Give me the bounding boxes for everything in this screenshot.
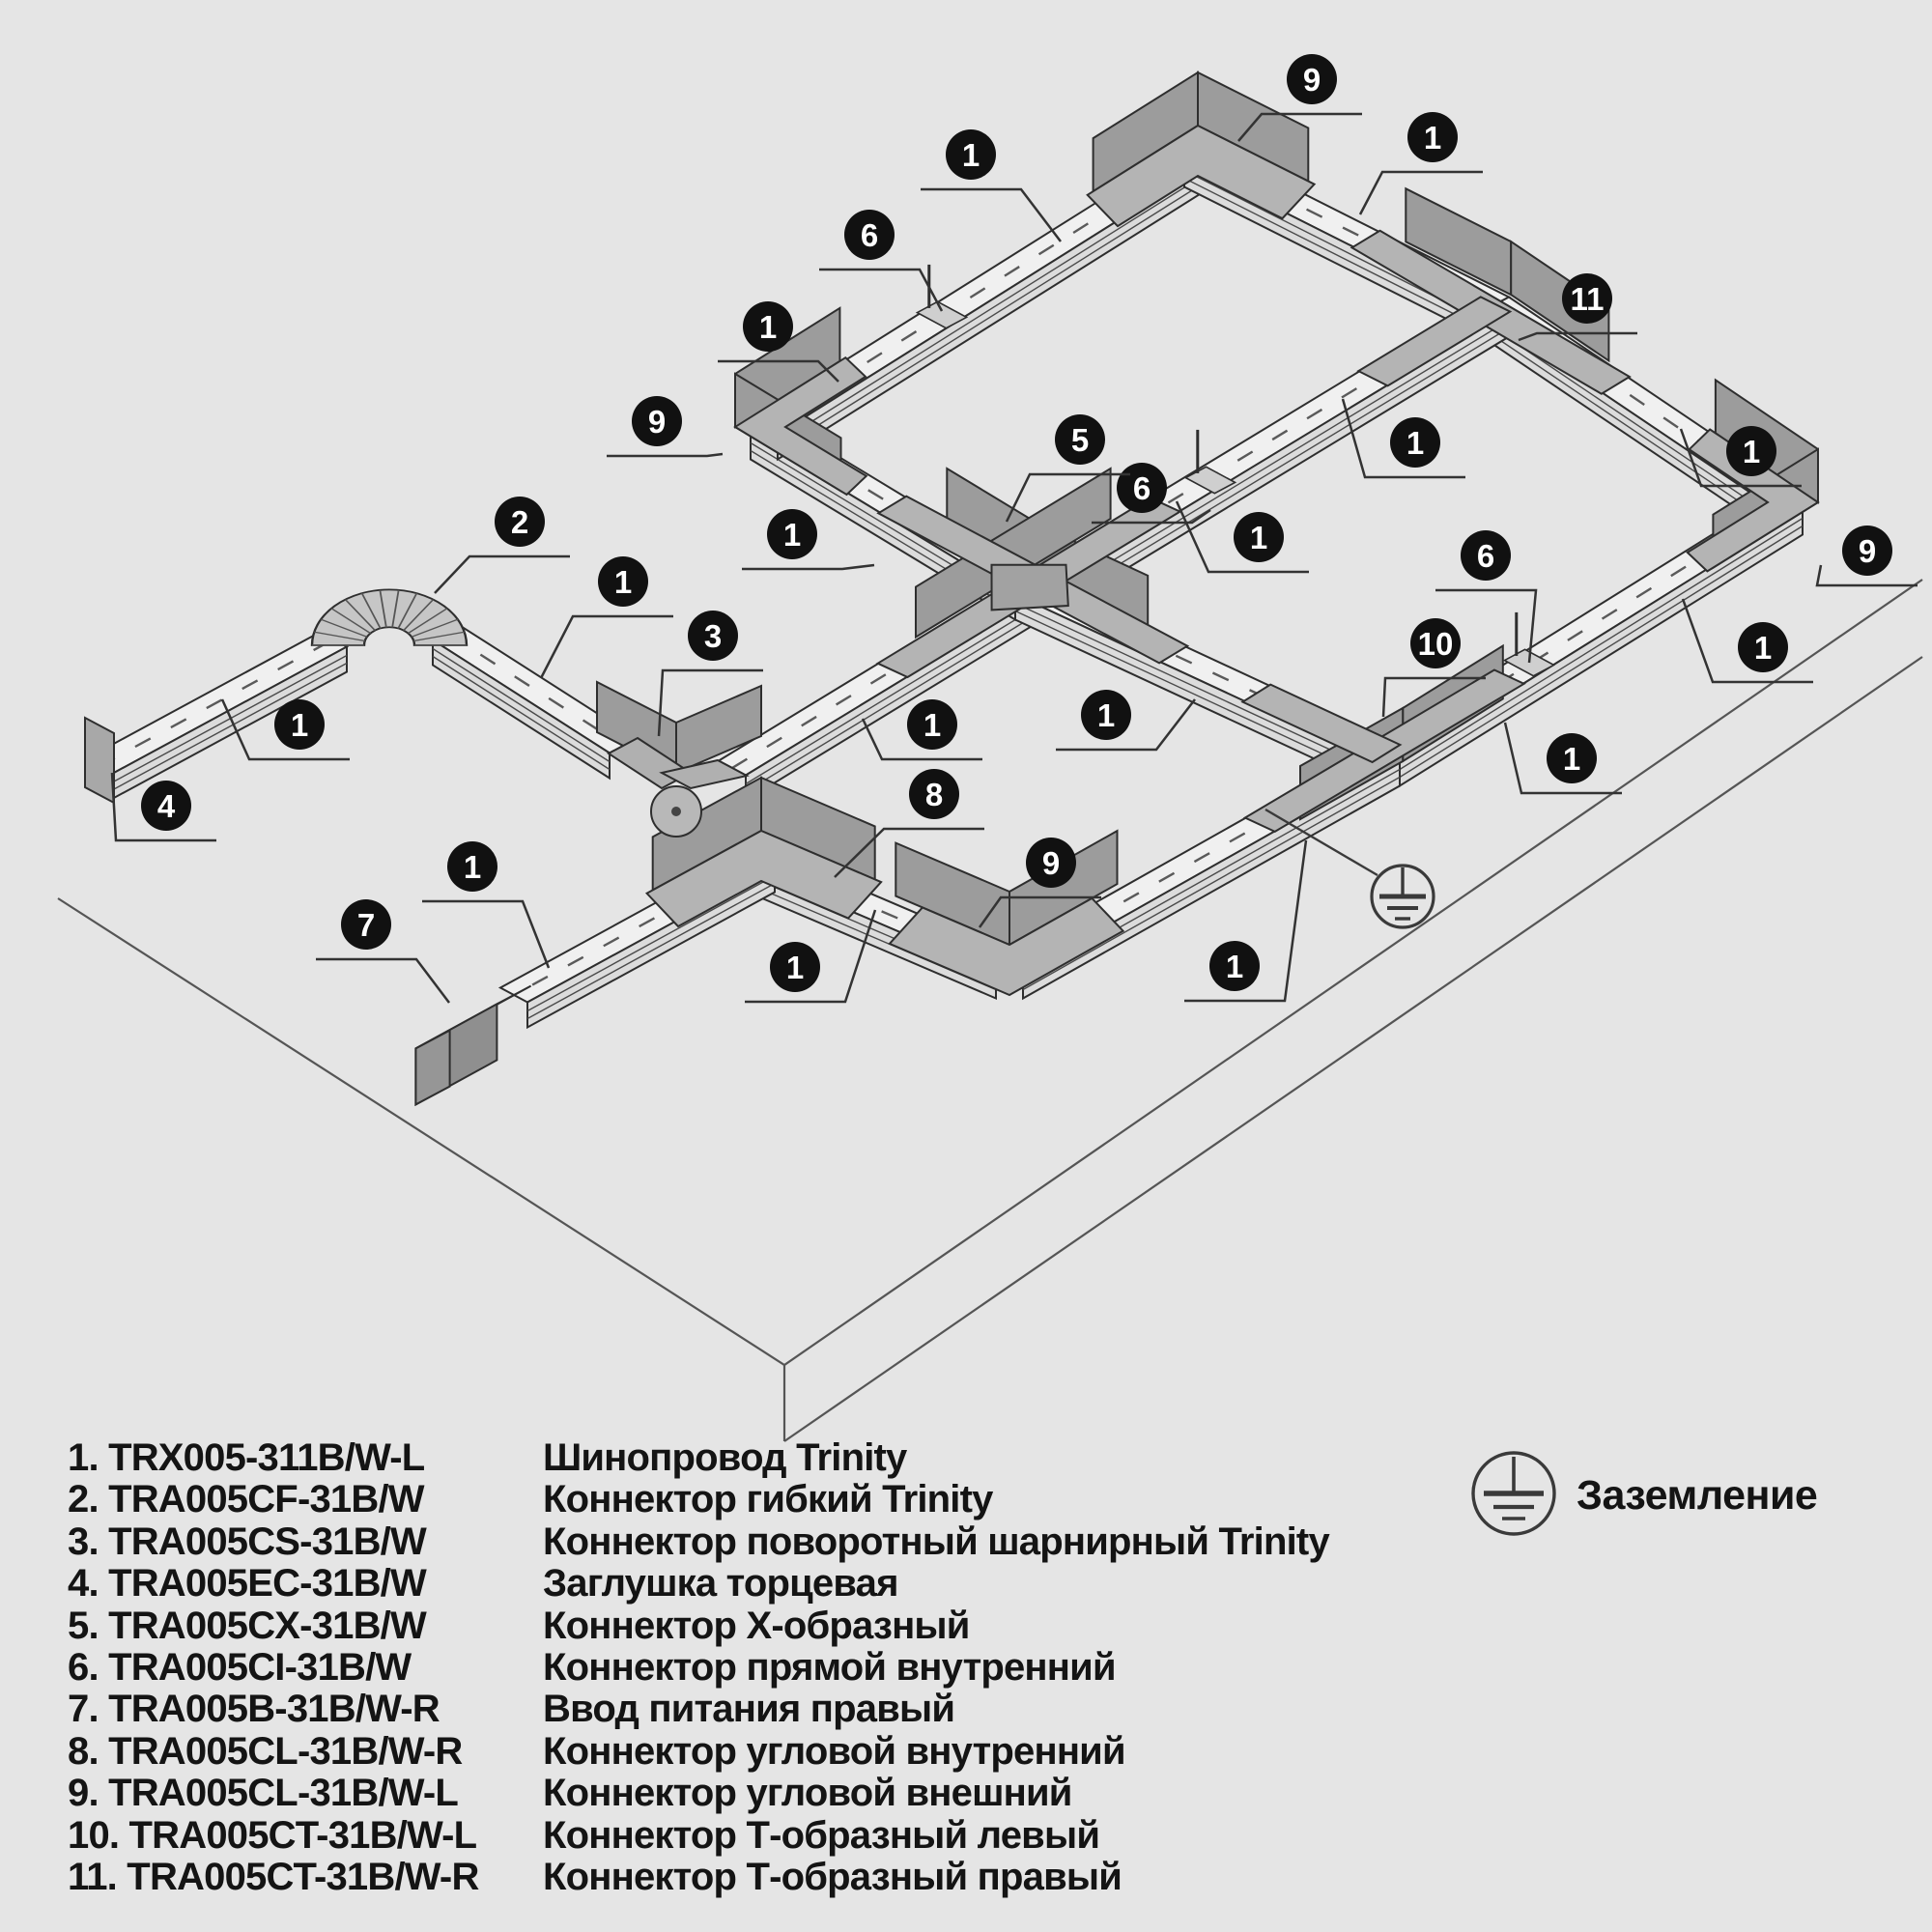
callout-1 bbox=[1056, 690, 1195, 750]
callout-number: 1 bbox=[1096, 696, 1116, 733]
callout-number: 1 bbox=[1562, 740, 1581, 777]
end-cap-art bbox=[85, 718, 114, 803]
callout-number: 9 bbox=[1041, 844, 1061, 881]
legend-code: 8. TRA005CL-31B/W-R bbox=[68, 1729, 463, 1773]
callout-9 bbox=[607, 396, 723, 456]
legend-code: 10. TRA005CT-31B/W-L bbox=[68, 1813, 477, 1857]
legend-desc: Заглушка торцевая bbox=[543, 1562, 898, 1605]
legend-code: 1. TRX005-311B/W-L bbox=[68, 1436, 425, 1479]
corner-connector-art bbox=[1088, 72, 1315, 226]
legend bbox=[68, 1437, 1329, 1898]
callout-number: 9 bbox=[1302, 61, 1321, 98]
legend-desc: Коннектор гибкий Trinity bbox=[543, 1478, 993, 1521]
power-feed-art bbox=[415, 986, 530, 1105]
callout-number: 8 bbox=[924, 776, 944, 812]
callout-number: 1 bbox=[1249, 519, 1268, 555]
legend-code: 11. TRA005CT-31B/W-R bbox=[68, 1856, 479, 1899]
callout-1 bbox=[1505, 723, 1622, 793]
legend-desc: Коннектор прямой внутренний bbox=[543, 1646, 1116, 1690]
legend-row bbox=[68, 1437, 1329, 1479]
corner-connector-art bbox=[890, 831, 1123, 995]
callout-number: 6 bbox=[1476, 537, 1495, 574]
callout-number: 1 bbox=[1753, 629, 1773, 666]
legend-row bbox=[68, 1773, 1329, 1814]
callout-number: 4 bbox=[156, 787, 176, 824]
callout-number: 1 bbox=[782, 516, 802, 553]
legend-list bbox=[68, 1437, 1329, 1898]
callout-number: 1 bbox=[923, 706, 942, 743]
callout-number: 10 bbox=[1417, 625, 1454, 662]
legend-desc: Шинопровод Trinity bbox=[543, 1436, 907, 1479]
callout-number: 3 bbox=[703, 617, 723, 654]
legend-code: 7. TRA005B-31B/W-R bbox=[68, 1688, 440, 1731]
legend-row bbox=[68, 1563, 1329, 1605]
legend-code: 2. TRA005CF-31B/W bbox=[68, 1478, 424, 1521]
callout-number: 1 bbox=[290, 706, 309, 743]
legend-code: 3. TRA005CS-31B/W bbox=[68, 1520, 426, 1563]
callout-number: 1 bbox=[1225, 948, 1244, 984]
callout-number: 1 bbox=[1423, 119, 1442, 156]
callout-number: 6 bbox=[1132, 469, 1151, 506]
callout-1 bbox=[921, 129, 1061, 242]
legend-row bbox=[68, 1605, 1329, 1647]
callout-number: 9 bbox=[1858, 532, 1877, 569]
callout-number: 1 bbox=[785, 949, 805, 985]
legend-desc: Коннектор Т-образный правый bbox=[543, 1856, 1122, 1899]
legend-row bbox=[68, 1731, 1329, 1773]
ground-legend-symbol bbox=[1473, 1453, 1554, 1534]
legend-desc: Коннектор угловой внутренний bbox=[543, 1729, 1125, 1773]
legend-row bbox=[68, 1689, 1329, 1730]
callout-1 bbox=[422, 841, 549, 968]
callout-number: 2 bbox=[510, 503, 529, 540]
ground-label: Заземление bbox=[1577, 1472, 1818, 1519]
callout-number: 1 bbox=[758, 308, 778, 345]
callout-number: 1 bbox=[1742, 433, 1761, 469]
callout-number: 1 bbox=[613, 563, 633, 600]
legend-row bbox=[68, 1815, 1329, 1857]
legend-desc: Коннектор поворотный шарнирный Trinity bbox=[543, 1520, 1329, 1563]
legend-row bbox=[68, 1857, 1329, 1898]
callout-1 bbox=[541, 556, 673, 678]
legend-code: 5. TRA005CX-31B/W bbox=[68, 1604, 426, 1647]
callout-number: 7 bbox=[356, 906, 376, 943]
floor-outline bbox=[58, 580, 1922, 1441]
legend-desc: Ввод питания правый bbox=[543, 1688, 955, 1731]
legend-desc: Коннектор Т-образный левый bbox=[543, 1813, 1100, 1857]
callout-2 bbox=[435, 497, 570, 593]
legend-desc: Коннектор угловой внешний bbox=[543, 1772, 1072, 1815]
legend-code: 6. TRA005CI-31B/W bbox=[68, 1646, 412, 1690]
legend-code: 9. TRA005CL-31B/W-L bbox=[68, 1772, 459, 1815]
callout-number: 9 bbox=[647, 403, 667, 440]
callout-7 bbox=[316, 899, 449, 1003]
callout-6 bbox=[819, 210, 942, 311]
callout-9 bbox=[1817, 526, 1918, 585]
callout-number: 1 bbox=[961, 136, 980, 173]
callout-number: 6 bbox=[860, 216, 879, 253]
callout-number: 1 bbox=[1406, 424, 1425, 461]
legend-code: 4. TRA005EC-31B/W bbox=[68, 1562, 426, 1605]
legend-row bbox=[68, 1479, 1329, 1520]
callout-number: 1 bbox=[463, 848, 482, 885]
flexible-connector-art bbox=[312, 589, 467, 645]
legend-desc: Коннектор X-образный bbox=[543, 1604, 970, 1647]
legend-row bbox=[68, 1521, 1329, 1563]
legend-row bbox=[68, 1647, 1329, 1689]
callout-number: 11 bbox=[1570, 280, 1605, 317]
callout-number: 5 bbox=[1070, 421, 1090, 458]
